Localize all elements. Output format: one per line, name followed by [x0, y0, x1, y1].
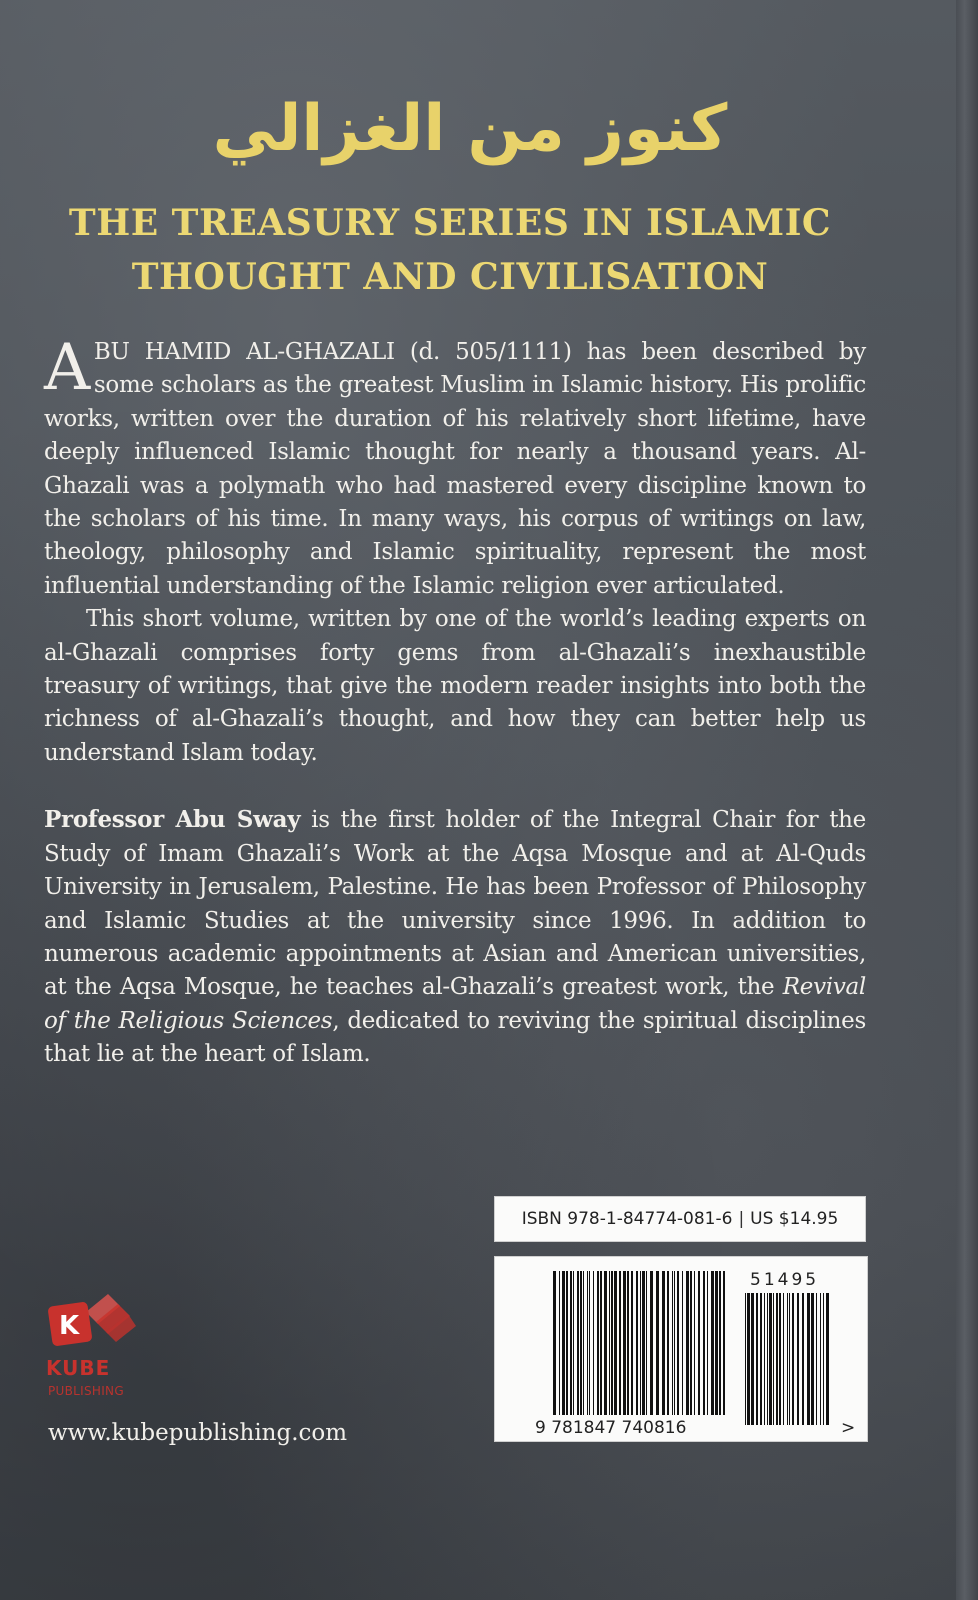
barcode-bar	[694, 1271, 695, 1415]
series-title-line-1: THE TREASURY SERIES IN ISLAMIC	[68, 202, 832, 244]
publisher-name: KUBE	[46, 1356, 111, 1380]
barcode-bar	[826, 1293, 829, 1425]
logo-letter: K	[59, 1311, 80, 1341]
barcode-bar	[677, 1271, 679, 1415]
isbn-label: ISBN 978-1-84774-081-6	[521, 1209, 733, 1229]
barcode-bar	[811, 1293, 814, 1425]
barcode-bar	[760, 1293, 762, 1425]
isbn-separator: |	[738, 1209, 745, 1229]
barcode-bar	[776, 1293, 778, 1425]
barcode-bar	[597, 1271, 599, 1415]
barcode-bar	[747, 1293, 750, 1425]
barcode-bar	[627, 1271, 629, 1415]
barcode-bar	[642, 1271, 645, 1415]
barcode-bar	[715, 1271, 718, 1415]
author-bio-text-1: is the first holder of the Integral Chair for the Study of Imam Ghazali’s Work at the Aqsa Mosque and at Al-Quds University in Jerusalem, Palestine. He has been Professor of Philosophy and Islamic Studies at the university since 1996. In addition to numerous academic appointments at Asian and American universities, at the Aqsa Mosque, he teaches al-Ghazali’s greatest work, the	[44, 807, 866, 1001]
barcode-bar	[723, 1271, 725, 1415]
barcode-bar	[587, 1271, 588, 1415]
barcode-bar	[611, 1271, 613, 1415]
barcode-bar	[789, 1293, 790, 1425]
barcode-addon-digits: 51495	[750, 1270, 820, 1290]
author-bio-text-2: , dedicated to reviving the spiritual disciplines that lie at the heart of Islam.	[44, 1007, 866, 1068]
barcode-bar	[570, 1271, 572, 1415]
description-paragraph-1	[44, 331, 866, 603]
barcode-bar	[553, 1271, 556, 1415]
barcode-bar	[802, 1293, 804, 1425]
barcode-bar	[636, 1271, 638, 1415]
barcode-bar	[787, 1293, 788, 1425]
spine-edge	[956, 0, 978, 1600]
barcode-bar	[580, 1271, 582, 1415]
blurb	[44, 331, 866, 1072]
isbn-price-box	[494, 1196, 866, 1242]
barcode-bar	[682, 1271, 683, 1415]
barcode-bar	[773, 1293, 774, 1425]
barcode-bar	[764, 1293, 765, 1425]
arabic-title: كنوز من الغزالي	[212, 92, 728, 166]
barcode-bar	[698, 1271, 700, 1415]
barcode-bar	[650, 1271, 653, 1415]
barcode-bar	[619, 1271, 621, 1415]
barcode-bar	[667, 1271, 669, 1415]
author-bio	[44, 803, 866, 1071]
barcode-bar	[767, 1293, 768, 1425]
barcode-bar	[769, 1293, 772, 1425]
publisher-website: www.kubepublishing.com	[48, 1420, 348, 1446]
barcode-graphic	[495, 1257, 869, 1443]
barcode-bar	[707, 1271, 708, 1415]
barcode-bar	[623, 1271, 626, 1415]
barcode-bar	[797, 1293, 799, 1425]
barcode-bar	[674, 1271, 675, 1415]
barcode-bar	[711, 1271, 714, 1415]
barcode-bar	[589, 1271, 590, 1415]
series-title	[0, 196, 900, 304]
barcode-bar	[823, 1293, 824, 1425]
barcode-bar	[779, 1293, 781, 1425]
barcode-bar	[604, 1271, 607, 1415]
main-barcode-bars	[553, 1271, 725, 1415]
barcode-bar	[751, 1293, 754, 1425]
barcode-bar	[672, 1271, 673, 1415]
series-title-line-2: THOUGHT AND CIVILISATION	[131, 256, 769, 298]
description-text-1: BU HAMID AL-GHAZALI (d. 505/1111) has been described by some scholars as the greatest Muslim in Islamic history. His prolific works, written over the duration of his relatively short lifetime, have deeply influenced Islamic thought for nearly a thousand years. Al-Ghazali was a polymath who had mastered every discipline known to the scholars of his time. In many ways, his corpus of writings on law, theology, philosophy and Islamic spirituality, represent the most influential understanding of the Islamic religion ever articulated.	[44, 339, 866, 599]
barcode-bar	[820, 1293, 821, 1425]
barcode-bar	[562, 1271, 565, 1415]
barcode-box	[494, 1256, 868, 1442]
barcode-bar	[807, 1293, 810, 1425]
barcode-bar	[600, 1271, 602, 1415]
barcode-bar	[656, 1271, 659, 1415]
barcode-bar	[686, 1271, 689, 1415]
barcode-bar	[573, 1271, 574, 1415]
work-title: Revival of the Religious Sciences	[44, 974, 866, 1034]
barcode-bar	[646, 1271, 647, 1415]
barcode-bar	[756, 1293, 758, 1425]
barcode-main-digits: 9 781847 740816	[535, 1418, 687, 1438]
barcode-bar	[640, 1271, 641, 1415]
price-label: US $14.95	[750, 1209, 839, 1229]
barcode-bar	[577, 1271, 579, 1415]
barcode-bar	[690, 1271, 692, 1415]
barcode-bar	[719, 1271, 721, 1415]
barcode-bar	[816, 1293, 817, 1425]
barcode-bar	[783, 1293, 784, 1425]
barcode-bar	[614, 1271, 617, 1415]
barcode-bar	[662, 1271, 665, 1415]
barcode-bar	[703, 1271, 705, 1415]
barcode-bar	[583, 1271, 584, 1415]
barcode-arrow: >	[841, 1418, 856, 1438]
barcode-bar	[792, 1293, 794, 1425]
barcode-bar	[609, 1271, 610, 1415]
publisher-sub: PUBLISHING	[48, 1384, 124, 1398]
addon-barcode-bars	[745, 1293, 829, 1425]
barcode-bar	[566, 1271, 568, 1415]
barcode-bar	[593, 1271, 594, 1415]
drop-cap: A	[44, 331, 90, 405]
description-paragraph-2: This short volume, written by one of the world’s leading experts on al-Ghazali comprises forty gems from al-Ghazali’s inexhaustible treasury of writings, that give the modern reader insights into both the richness of al-Ghazali’s thought, and how they can better help us understand Islam today.	[44, 606, 866, 766]
barcode-bar	[745, 1293, 746, 1425]
author-name: Professor Abu Sway	[44, 806, 301, 834]
barcode-bar	[631, 1271, 633, 1415]
barcode-bar	[559, 1271, 560, 1415]
